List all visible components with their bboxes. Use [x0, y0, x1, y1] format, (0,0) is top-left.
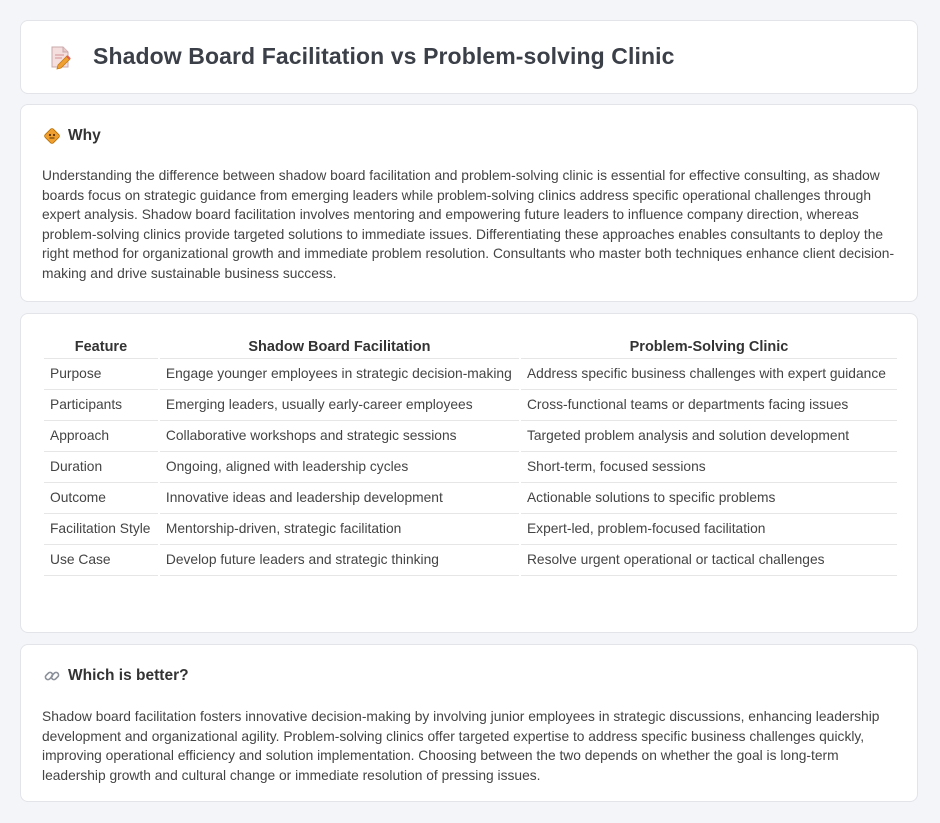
- row-feature: Purpose: [44, 359, 158, 390]
- table-row: [44, 545, 897, 576]
- page-title: Shadow Board Facilitation vs Problem-solving Clinic: [93, 43, 675, 69]
- row-shadow-board: Ongoing, aligned with leadership cycles: [160, 452, 519, 483]
- row-problem-clinic: Cross-functional teams or departments facing issues: [521, 390, 897, 421]
- table-header-row: [44, 336, 897, 359]
- table-row: [44, 514, 897, 545]
- edit-document-icon: [47, 44, 73, 70]
- why-text: Understanding the difference between shadow board facilitation and problem-solving clinic is essential for effective consulting, as shadow boards focus on strategic guidance from emerging leaders while problem-solving clinics address specific operational challenges through expert analysis. Shadow board facilitation involves mentoring and empowering future leaders to influence company direction, whereas problem-solving clinics provide targeted solutions to immediate issues. Differentiating these approaches enables consultants to deploy the right method for organizational growth and immediate problem resolution. Consultants who master both techniques enhance client decision-making and drive sustainable business success.: [42, 168, 895, 281]
- row-shadow-board: Develop future leaders and strategic thinking: [160, 545, 519, 576]
- table-row: [44, 421, 897, 452]
- row-problem-clinic: Resolve urgent operational or tactical challenges: [521, 545, 897, 576]
- row-shadow-board: Emerging leaders, usually early-career employees: [160, 390, 519, 421]
- header-shadow-board: Shadow Board Facilitation: [160, 336, 519, 359]
- header-feature: Feature: [44, 336, 158, 359]
- title-row: [47, 43, 674, 70]
- table-row: [44, 359, 897, 390]
- row-feature: Use Case: [44, 545, 158, 576]
- link-icon: [43, 667, 61, 685]
- which-better-title: Which is better?: [68, 667, 189, 684]
- why-title: Why: [68, 127, 101, 144]
- title-card: [20, 20, 918, 94]
- row-shadow-board: Collaborative workshops and strategic sessions: [160, 421, 519, 452]
- header-problem-clinic: Problem-Solving Clinic: [521, 336, 897, 359]
- table-row: [44, 390, 897, 421]
- diamond-sign-icon: [43, 127, 61, 145]
- table-row: [44, 483, 897, 514]
- why-section: [20, 104, 918, 302]
- which-better-header: [43, 667, 189, 685]
- row-problem-clinic: Actionable solutions to specific problems: [521, 483, 897, 514]
- table-row: [44, 452, 897, 483]
- row-feature: Outcome: [44, 483, 158, 514]
- row-feature: Approach: [44, 421, 158, 452]
- row-shadow-board: Engage younger employees in strategic decision-making: [160, 359, 519, 390]
- comparison-section: [20, 313, 918, 633]
- row-problem-clinic: Expert-led, problem-focused facilitation: [521, 514, 897, 545]
- row-feature: Participants: [44, 390, 158, 421]
- row-problem-clinic: Address specific business challenges with expert guidance: [521, 359, 897, 390]
- comparison-table: [42, 336, 899, 576]
- which-better-text: Shadow board facilitation fosters innovative decision-making by involving junior employees in strategic discussions, enhancing leadership development and organizational agility. Problem-solving clinics offer targeted expertise to address specific business challenges quickly, improving operational efficiency and solution implementation. Choosing between the two depends on whether the goal is long-term leadership growth and cultural change or immediate resolution of pressing issues.: [42, 709, 880, 783]
- which-better-section: [20, 644, 918, 802]
- row-shadow-board: Mentorship-driven, strategic facilitation: [160, 514, 519, 545]
- row-shadow-board: Innovative ideas and leadership development: [160, 483, 519, 514]
- row-feature: Facilitation Style: [44, 514, 158, 545]
- why-header: [43, 127, 101, 145]
- row-problem-clinic: Targeted problem analysis and solution development: [521, 421, 897, 452]
- row-problem-clinic: Short-term, focused sessions: [521, 452, 897, 483]
- row-feature: Duration: [44, 452, 158, 483]
